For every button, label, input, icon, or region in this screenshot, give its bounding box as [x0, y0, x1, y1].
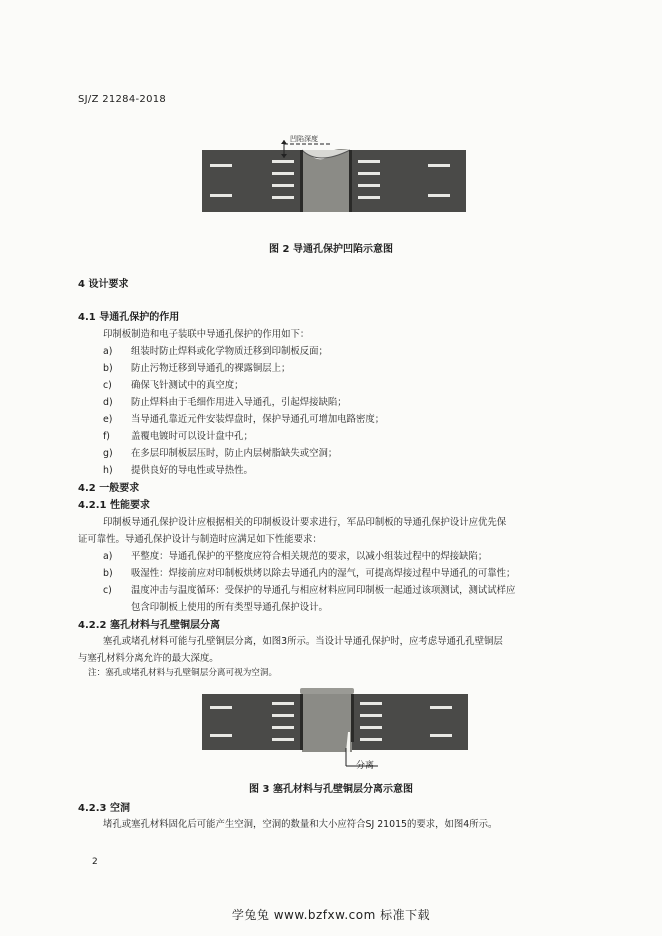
trace — [360, 726, 382, 729]
via-plug — [302, 149, 350, 212]
trace — [210, 164, 232, 167]
trace — [272, 172, 294, 175]
trace — [272, 160, 294, 163]
trace — [358, 160, 380, 163]
trace — [360, 738, 382, 741]
section-4-2-1-title: 4.2.1 性能要求 — [78, 500, 150, 511]
trace — [272, 196, 294, 199]
figure-3-diagram — [200, 686, 470, 776]
figure-3-caption: 图 3 塞孔材料与孔壁铜层分离示意图 — [249, 784, 413, 795]
paragraph-line: 证可靠性。导通孔保护设计与制造时应满足如下性能要求： — [78, 534, 322, 545]
list-item: a) 组装时防止焊料或化学物质迁移到印制板反面； — [103, 346, 328, 357]
section-4-2-title: 4.2 一般要求 — [78, 483, 140, 494]
section-4-1-title: 4.1 导通孔保护的作用 — [78, 312, 180, 323]
trace — [358, 196, 380, 199]
trace — [210, 194, 232, 197]
list-item: b) 吸湿性：焊接前应对印制板烘烤以除去导通孔内的湿气，可提高焊接过程中导通孔的可靠性； — [103, 568, 516, 579]
arrow-head-top — [281, 140, 287, 144]
hole-wall-right — [351, 694, 354, 742]
standard-id: SJ/Z 21284-2018 — [78, 94, 167, 105]
section-4-1-intro: 印制板制造和电子装联中导通孔保护的作用如下： — [103, 329, 310, 340]
footer-watermark: 学兔兔 www.bzfxw.com 标准下载 — [231, 908, 431, 922]
trace — [358, 184, 380, 187]
trace — [428, 164, 450, 167]
trace — [360, 702, 382, 705]
list-item: e) 当导通孔靠近元件安装焊盘时，保护导通孔可增加电路密度； — [103, 414, 385, 425]
trace — [210, 734, 232, 737]
board-left — [202, 150, 302, 212]
trace — [360, 714, 382, 717]
figure-2-diagram — [200, 132, 470, 220]
paragraph-line: 印制板导通孔保护设计应根据相关的印制板设计要求进行，军品印制板的导通孔保护设计应优先保 — [103, 517, 507, 528]
hole-wall-right — [349, 150, 352, 212]
trace — [210, 706, 232, 709]
hole-wall-left — [300, 150, 303, 212]
plug-cap — [300, 688, 354, 694]
list-item: d) 防止焊料由于毛细作用进入导通孔，引起焊接缺陷； — [103, 397, 347, 408]
section-4-2-3-title: 4.2.3 空洞 — [78, 803, 130, 814]
hole-wall-left — [300, 694, 303, 750]
trace — [272, 184, 294, 187]
paragraph-line: 与塞孔材料分离允许的最大深度。 — [78, 653, 219, 664]
list-item: c) 确保飞针测试中的真空度； — [103, 380, 244, 391]
via-plug — [302, 690, 352, 752]
list-item: f) 盖覆电镀时可以设计盘中孔； — [103, 431, 253, 442]
note: 注：塞孔或堵孔材料与孔壁铜层分离可视为空洞。 — [88, 668, 278, 678]
paragraph-line: 堵孔或塞孔材料固化后可能产生空洞，空洞的数量和大小应符合SJ 21015的要求，如图4所示。 — [103, 819, 498, 830]
separation-label: 分离 — [356, 761, 375, 771]
page-number: 2 — [92, 857, 98, 867]
trace — [272, 738, 294, 741]
list-item: h) 提供良好的导电性或导热性。 — [103, 465, 253, 476]
trace — [272, 726, 294, 729]
trace — [428, 194, 450, 197]
board-right — [350, 150, 466, 212]
list-item-continuation: 包含印制板上使用的所有类型导通孔保护设计。 — [131, 602, 328, 613]
paragraph-line: 塞孔或堵孔材料可能与孔壁铜层分离，如图3所示。当设计导通孔保护时，应考虑导通孔孔壁铜层 — [103, 636, 503, 647]
trace — [272, 702, 294, 705]
figure-2-caption: 图 2 导通孔保护凹陷示意图 — [269, 244, 393, 255]
depth-label: 凹陷深度 — [290, 135, 318, 143]
list-item: c) 温度冲击与温度循环：受保护的导通孔与相应材料应同印制板一起通过该项测试，测试试样应 — [103, 585, 516, 596]
list-item: a) 平整度：导通孔保护的平整度应符合相关规范的要求，以减小组装过程中的焊接缺陷； — [103, 551, 488, 562]
section-4-title: 4 设计要求 — [78, 279, 129, 290]
trace — [272, 714, 294, 717]
list-item: b) 防止污物迁移到导通孔的裸露铜层上； — [103, 363, 291, 374]
list-item: g) 在多层印制板层压时，防止内层树脂缺失或空洞； — [103, 448, 338, 459]
trace — [430, 734, 452, 737]
section-4-2-2-title: 4.2.2 塞孔材料与孔壁铜层分离 — [78, 620, 220, 631]
trace — [358, 172, 380, 175]
trace — [430, 706, 452, 709]
